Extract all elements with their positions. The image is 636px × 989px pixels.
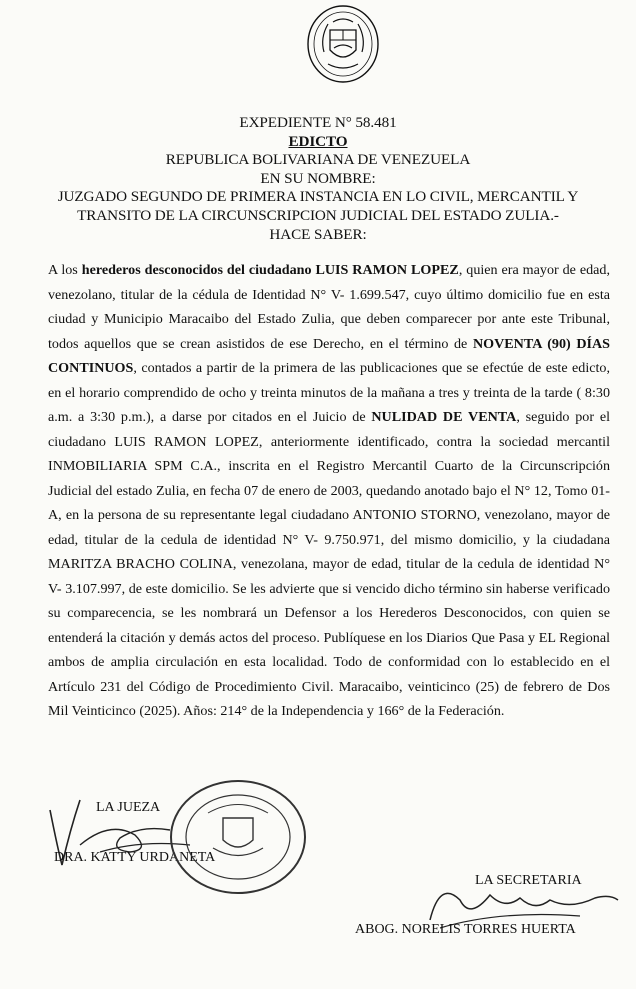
body-text-2: , quien era mayor de edad, venezolano, titular de la cédula de Identidad N° V- 1.699.547, cuyo último domicilio fue en esta ciudad y Municipio Maracaibo del Estado Zulia, que deben comparecer por ante este Tribunal, todos aquellos que se crean asistidos de ese Derecho, en el término de — [48, 262, 610, 352]
republica-line: REPUBLICA BOLIVARIANA DE VENEZUELA — [165, 151, 471, 169]
edicto-title: EDICTO — [288, 132, 348, 150]
juzgado-line-1: JUZGADO SEGUNDO DE PRIMERA INSTANCIA EN LO CIVIL, MERCANTIL Y — [57, 188, 579, 206]
body-bold-case: NULIDAD DE VENTA — [371, 409, 517, 425]
en-su-nombre-line: EN SU NOMBRE: — [260, 169, 376, 187]
body-bold-heirs: herederos desconocidos del ciudadano LUIS RAMON LOPEZ — [81, 262, 459, 278]
edict-body — [48, 258, 610, 724]
document-header — [20, 114, 616, 244]
secretary-name: ABOG. NORELIS TORRES HUERTA — [355, 922, 576, 937]
secretary-title: LA SECRETARIA — [475, 873, 582, 888]
coat-of-arms-seal — [306, 4, 380, 84]
court-stamp — [168, 778, 308, 896]
hace-saber-line: HACE SABER: — [269, 225, 367, 243]
judge-name: DRA. KATTY URDANETA — [54, 850, 216, 865]
juzgado-line-2: TRANSITO DE LA CIRCUNSCRIPCION JUDICIAL DEL ESTADO ZULIA.- — [77, 206, 559, 224]
body-bold-term: NOVENTA (90) DÍAS CONTINUOS — [48, 335, 610, 376]
expediente-number: EXPEDIENTE N° 58.481 — [239, 114, 397, 131]
body-text-4: , seguido por el ciudadano LUIS RAMON LOPEZ, anteriormente identificado, contra la sociedad mercantil INMOBILIARIA SPM C.A., inscrita en el Registro Mercantil Cuarto de la Circunscripción Judicial del estado Zulia, en fecha 07 de enero de 2003, quedando anotado bajo el N° 12, Tomo 01-A, en la persona de su representante legal ciudadano ANTONIO STORNO, venezolano, mayor de edad, titular de la cedula de identidad N° V- 9.750.971, del mismo domicilio, y la ciudadana MARITZA BRACHO COLINA, venezolana, mayor de edad, titular de la cedula de identidad N° V- 3.107.997, de este domicilio. Se les advierte que si vencido dicho término sin haberse verificado su comparecencia, se les nombrará un Defensor a los Herederos Desconocidos, con quien se entenderá la citación y demás actos del proceso. Publíquese en los Diarios Que Pasa y EL Regional ambos de amplia circulación en esta localidad. Todo de conformidad con lo establecido en el Artículo 231 del Código de Procedimiento Civil. Maracaibo, veinticinco (25) de febrero de Dos Mil Veinticinco (2025). Años: 214° de la Independencia y 166° de la Federación. — [48, 409, 610, 719]
judge-title: LA JUEZA — [96, 800, 161, 815]
body-text-3: , contados a partir de la primera de las publicaciones que se efectúe de este edicto, en el horario comprendido de ocho y treinta minutos de la mañana a tres y treinta de la tarde ( 8:30 a.m. a 3:30 p.m.), a darse por citados en el Juicio de — [48, 360, 610, 425]
body-text-1: A los — [48, 262, 82, 278]
